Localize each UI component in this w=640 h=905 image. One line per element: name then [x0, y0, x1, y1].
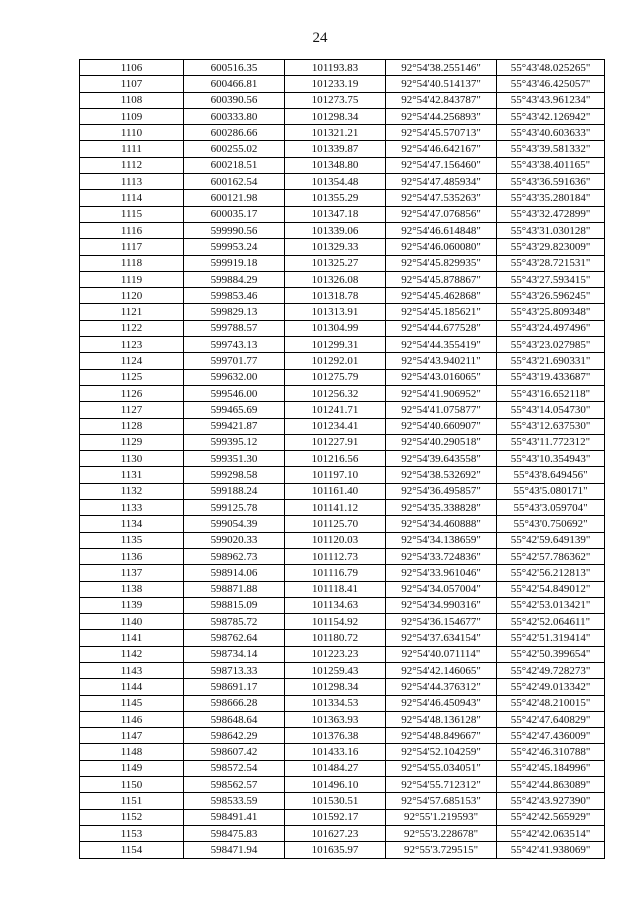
- longitude-cell: 92°54'45.829935": [386, 255, 497, 271]
- table-row: [80, 532, 605, 548]
- latitude-cell: 55°43'19.433687": [497, 369, 605, 385]
- y-coordinate-cell: 101233.19: [285, 76, 386, 92]
- y-coordinate-cell: 101234.41: [285, 418, 386, 434]
- table-row: [80, 157, 605, 173]
- x-coordinate-cell: 598572.54: [184, 760, 285, 776]
- y-coordinate-cell: 101193.83: [285, 60, 386, 76]
- y-coordinate-cell: 101197.10: [285, 467, 386, 483]
- table-row: [80, 516, 605, 532]
- table-row: [80, 483, 605, 499]
- latitude-cell: 55°43'32.472899": [497, 206, 605, 222]
- longitude-cell: 92°54'47.535263": [386, 190, 497, 206]
- point-number-cell: 1122: [80, 320, 184, 336]
- longitude-cell: 92°54'44.256893": [386, 108, 497, 124]
- y-coordinate-cell: 101116.79: [285, 565, 386, 581]
- x-coordinate-cell: 599953.24: [184, 239, 285, 255]
- x-coordinate-cell: 599395.12: [184, 434, 285, 450]
- latitude-cell: 55°43'11.772312": [497, 434, 605, 450]
- y-coordinate-cell: 101112.73: [285, 548, 386, 564]
- table-row: [80, 744, 605, 760]
- x-coordinate-cell: 599546.00: [184, 385, 285, 401]
- table-row: [80, 174, 605, 190]
- x-coordinate-cell: 599125.78: [184, 500, 285, 516]
- point-number-cell: 1132: [80, 483, 184, 499]
- x-coordinate-cell: 598914.06: [184, 565, 285, 581]
- x-coordinate-cell: 599351.30: [184, 451, 285, 467]
- table-row: [80, 353, 605, 369]
- latitude-cell: 55°42'49.013342": [497, 679, 605, 695]
- longitude-cell: 92°54'44.677528": [386, 320, 497, 336]
- table-row: [80, 337, 605, 353]
- x-coordinate-cell: 599465.69: [184, 402, 285, 418]
- y-coordinate-cell: 101227.91: [285, 434, 386, 450]
- x-coordinate-cell: 598491.41: [184, 809, 285, 825]
- latitude-cell: 55°42'45.184996": [497, 760, 605, 776]
- point-number-cell: 1116: [80, 222, 184, 238]
- latitude-cell: 55°42'46.310788": [497, 744, 605, 760]
- longitude-cell: 92°55'3.729515": [386, 842, 497, 858]
- table-row: [80, 418, 605, 434]
- y-coordinate-cell: 101298.34: [285, 679, 386, 695]
- x-coordinate-cell: 599919.18: [184, 255, 285, 271]
- longitude-cell: 92°54'39.643558": [386, 451, 497, 467]
- longitude-cell: 92°54'34.460888": [386, 516, 497, 532]
- latitude-cell: 55°42'50.399654": [497, 646, 605, 662]
- latitude-cell: 55°43'42.126942": [497, 108, 605, 124]
- point-number-cell: 1108: [80, 92, 184, 108]
- table-row: [80, 255, 605, 271]
- latitude-cell: 55°42'48.210015": [497, 695, 605, 711]
- x-coordinate-cell: 599632.00: [184, 369, 285, 385]
- y-coordinate-cell: 101298.34: [285, 108, 386, 124]
- latitude-cell: 55°42'41.938069": [497, 842, 605, 858]
- point-number-cell: 1137: [80, 565, 184, 581]
- point-number-cell: 1139: [80, 597, 184, 613]
- table-row: [80, 581, 605, 597]
- table-row: [80, 76, 605, 92]
- table-row: [80, 92, 605, 108]
- y-coordinate-cell: 101627.23: [285, 825, 386, 841]
- coordinates-table-body: [80, 60, 605, 859]
- latitude-cell: 55°43'29.823009": [497, 239, 605, 255]
- x-coordinate-cell: 599298.58: [184, 467, 285, 483]
- x-coordinate-cell: 598691.17: [184, 679, 285, 695]
- y-coordinate-cell: 101223.23: [285, 646, 386, 662]
- latitude-cell: 55°42'42.565929": [497, 809, 605, 825]
- x-coordinate-cell: 598642.29: [184, 728, 285, 744]
- latitude-cell: 55°43'35.280184": [497, 190, 605, 206]
- latitude-cell: 55°42'52.064611": [497, 614, 605, 630]
- latitude-cell: 55°43'39.581332": [497, 141, 605, 157]
- point-number-cell: 1112: [80, 157, 184, 173]
- longitude-cell: 92°54'37.634154": [386, 630, 497, 646]
- latitude-cell: 55°43'38.401165": [497, 157, 605, 173]
- longitude-cell: 92°54'36.154677": [386, 614, 497, 630]
- point-number-cell: 1143: [80, 662, 184, 678]
- latitude-cell: 55°43'10.354943": [497, 451, 605, 467]
- table-row: [80, 548, 605, 564]
- longitude-cell: 92°54'41.075877": [386, 402, 497, 418]
- point-number-cell: 1133: [80, 500, 184, 516]
- table-row: [80, 793, 605, 809]
- longitude-cell: 92°54'42.146065": [386, 662, 497, 678]
- point-number-cell: 1115: [80, 206, 184, 222]
- y-coordinate-cell: 101321.21: [285, 125, 386, 141]
- table-row: [80, 141, 605, 157]
- latitude-cell: 55°42'51.319414": [497, 630, 605, 646]
- point-number-cell: 1110: [80, 125, 184, 141]
- point-number-cell: 1154: [80, 842, 184, 858]
- y-coordinate-cell: 101154.92: [285, 614, 386, 630]
- table-row: [80, 125, 605, 141]
- table-row: [80, 320, 605, 336]
- longitude-cell: 92°54'40.660907": [386, 418, 497, 434]
- table-row: [80, 60, 605, 76]
- latitude-cell: 55°43'16.652118": [497, 385, 605, 401]
- table-row: [80, 402, 605, 418]
- latitude-cell: 55°43'40.603633": [497, 125, 605, 141]
- table-row: [80, 614, 605, 630]
- y-coordinate-cell: 101484.27: [285, 760, 386, 776]
- longitude-cell: 92°54'55.034051": [386, 760, 497, 776]
- point-number-cell: 1114: [80, 190, 184, 206]
- latitude-cell: 55°43'24.497496": [497, 320, 605, 336]
- latitude-cell: 55°43'26.596245": [497, 288, 605, 304]
- x-coordinate-cell: 599853.46: [184, 288, 285, 304]
- y-coordinate-cell: 101339.06: [285, 222, 386, 238]
- latitude-cell: 55°43'46.425057": [497, 76, 605, 92]
- latitude-cell: 55°43'8.649456": [497, 467, 605, 483]
- x-coordinate-cell: 598562.57: [184, 777, 285, 793]
- point-number-cell: 1128: [80, 418, 184, 434]
- x-coordinate-cell: 598713.33: [184, 662, 285, 678]
- longitude-cell: 92°54'33.961046": [386, 565, 497, 581]
- x-coordinate-cell: 599701.77: [184, 353, 285, 369]
- y-coordinate-cell: 101292.01: [285, 353, 386, 369]
- x-coordinate-cell: 598962.73: [184, 548, 285, 564]
- point-number-cell: 1136: [80, 548, 184, 564]
- x-coordinate-cell: 600516.35: [184, 60, 285, 76]
- x-coordinate-cell: 598871.88: [184, 581, 285, 597]
- table-row: [80, 190, 605, 206]
- x-coordinate-cell: 598533.59: [184, 793, 285, 809]
- latitude-cell: 55°43'5.080171": [497, 483, 605, 499]
- point-number-cell: 1146: [80, 711, 184, 727]
- x-coordinate-cell: 600035.17: [184, 206, 285, 222]
- y-coordinate-cell: 101355.29: [285, 190, 386, 206]
- y-coordinate-cell: 101313.91: [285, 304, 386, 320]
- x-coordinate-cell: 600466.81: [184, 76, 285, 92]
- point-number-cell: 1117: [80, 239, 184, 255]
- x-coordinate-cell: 598815.09: [184, 597, 285, 613]
- point-number-cell: 1106: [80, 60, 184, 76]
- table-row: [80, 646, 605, 662]
- table-row: [80, 288, 605, 304]
- table-row: [80, 662, 605, 678]
- y-coordinate-cell: 101259.43: [285, 662, 386, 678]
- y-coordinate-cell: 101347.18: [285, 206, 386, 222]
- y-coordinate-cell: 101635.97: [285, 842, 386, 858]
- y-coordinate-cell: 101334.53: [285, 695, 386, 711]
- longitude-cell: 92°54'52.104259": [386, 744, 497, 760]
- latitude-cell: 55°43'25.809348": [497, 304, 605, 320]
- point-number-cell: 1141: [80, 630, 184, 646]
- longitude-cell: 92°54'44.355419": [386, 337, 497, 353]
- latitude-cell: 55°42'53.013421": [497, 597, 605, 613]
- table-row: [80, 842, 605, 858]
- x-coordinate-cell: 598607.42: [184, 744, 285, 760]
- point-number-cell: 1123: [80, 337, 184, 353]
- table-row: [80, 825, 605, 841]
- point-number-cell: 1145: [80, 695, 184, 711]
- y-coordinate-cell: 101118.41: [285, 581, 386, 597]
- latitude-cell: 55°43'0.750692": [497, 516, 605, 532]
- table-row: [80, 304, 605, 320]
- longitude-cell: 92°54'40.071114": [386, 646, 497, 662]
- x-coordinate-cell: 598785.72: [184, 614, 285, 630]
- latitude-cell: 55°42'47.640829": [497, 711, 605, 727]
- y-coordinate-cell: 101530.51: [285, 793, 386, 809]
- latitude-cell: 55°43'43.961234": [497, 92, 605, 108]
- table-row: [80, 679, 605, 695]
- point-number-cell: 1120: [80, 288, 184, 304]
- table-row: [80, 451, 605, 467]
- latitude-cell: 55°42'54.849012": [497, 581, 605, 597]
- x-coordinate-cell: 599054.39: [184, 516, 285, 532]
- y-coordinate-cell: 101304.99: [285, 320, 386, 336]
- y-coordinate-cell: 101339.87: [285, 141, 386, 157]
- y-coordinate-cell: 101363.93: [285, 711, 386, 727]
- table-row: [80, 728, 605, 744]
- point-number-cell: 1153: [80, 825, 184, 841]
- longitude-cell: 92°54'47.076856": [386, 206, 497, 222]
- y-coordinate-cell: 101161.40: [285, 483, 386, 499]
- x-coordinate-cell: 600333.80: [184, 108, 285, 124]
- x-coordinate-cell: 599829.13: [184, 304, 285, 320]
- point-number-cell: 1142: [80, 646, 184, 662]
- latitude-cell: 55°43'21.690331": [497, 353, 605, 369]
- latitude-cell: 55°42'44.863089": [497, 777, 605, 793]
- latitude-cell: 55°42'47.436009": [497, 728, 605, 744]
- longitude-cell: 92°54'42.843787": [386, 92, 497, 108]
- y-coordinate-cell: 101496.10: [285, 777, 386, 793]
- longitude-cell: 92°54'47.156460": [386, 157, 497, 173]
- longitude-cell: 92°54'34.138659": [386, 532, 497, 548]
- table-row: [80, 467, 605, 483]
- longitude-cell: 92°54'45.570713": [386, 125, 497, 141]
- longitude-cell: 92°54'46.642167": [386, 141, 497, 157]
- y-coordinate-cell: 101241.71: [285, 402, 386, 418]
- x-coordinate-cell: 599990.56: [184, 222, 285, 238]
- point-number-cell: 1138: [80, 581, 184, 597]
- longitude-cell: 92°54'55.712312": [386, 777, 497, 793]
- point-number-cell: 1125: [80, 369, 184, 385]
- longitude-cell: 92°54'36.495857": [386, 483, 497, 499]
- table-row: [80, 369, 605, 385]
- table-row: [80, 630, 605, 646]
- point-number-cell: 1107: [80, 76, 184, 92]
- table-row: [80, 500, 605, 516]
- longitude-cell: 92°55'1.219593": [386, 809, 497, 825]
- y-coordinate-cell: 101329.33: [285, 239, 386, 255]
- x-coordinate-cell: 600162.54: [184, 174, 285, 190]
- point-number-cell: 1148: [80, 744, 184, 760]
- longitude-cell: 92°54'46.614848": [386, 222, 497, 238]
- table-row: [80, 239, 605, 255]
- x-coordinate-cell: 599788.57: [184, 320, 285, 336]
- point-number-cell: 1124: [80, 353, 184, 369]
- y-coordinate-cell: 101299.31: [285, 337, 386, 353]
- latitude-cell: 55°42'43.927390": [497, 793, 605, 809]
- table-row: [80, 271, 605, 287]
- y-coordinate-cell: 101180.72: [285, 630, 386, 646]
- point-number-cell: 1152: [80, 809, 184, 825]
- longitude-cell: 92°54'41.906952": [386, 385, 497, 401]
- x-coordinate-cell: 598734.14: [184, 646, 285, 662]
- x-coordinate-cell: 599421.87: [184, 418, 285, 434]
- longitude-cell: 92°54'57.685153": [386, 793, 497, 809]
- table-row: [80, 108, 605, 124]
- latitude-cell: 55°43'14.054730": [497, 402, 605, 418]
- longitude-cell: 92°54'38.532692": [386, 467, 497, 483]
- point-number-cell: 1140: [80, 614, 184, 630]
- point-number-cell: 1111: [80, 141, 184, 157]
- x-coordinate-cell: 598762.64: [184, 630, 285, 646]
- latitude-cell: 55°42'57.786362": [497, 548, 605, 564]
- point-number-cell: 1131: [80, 467, 184, 483]
- table-row: [80, 385, 605, 401]
- point-number-cell: 1151: [80, 793, 184, 809]
- x-coordinate-cell: 600255.02: [184, 141, 285, 157]
- longitude-cell: 92°54'35.338828": [386, 500, 497, 516]
- table-row: [80, 434, 605, 450]
- longitude-cell: 92°54'43.016065": [386, 369, 497, 385]
- latitude-cell: 55°43'23.027985": [497, 337, 605, 353]
- longitude-cell: 92°54'34.990316": [386, 597, 497, 613]
- table-row: [80, 222, 605, 238]
- y-coordinate-cell: 101325.27: [285, 255, 386, 271]
- x-coordinate-cell: 600390.56: [184, 92, 285, 108]
- latitude-cell: 55°43'12.637530": [497, 418, 605, 434]
- y-coordinate-cell: 101354.48: [285, 174, 386, 190]
- longitude-cell: 92°54'46.450943": [386, 695, 497, 711]
- y-coordinate-cell: 101216.56: [285, 451, 386, 467]
- x-coordinate-cell: 598666.28: [184, 695, 285, 711]
- latitude-cell: 55°43'27.593415": [497, 271, 605, 287]
- longitude-cell: 92°54'40.514137": [386, 76, 497, 92]
- point-number-cell: 1150: [80, 777, 184, 793]
- x-coordinate-cell: 598471.94: [184, 842, 285, 858]
- longitude-cell: 92°54'34.057004": [386, 581, 497, 597]
- y-coordinate-cell: 101592.17: [285, 809, 386, 825]
- table-row: [80, 777, 605, 793]
- longitude-cell: 92°54'48.849667": [386, 728, 497, 744]
- coordinates-table: [79, 59, 605, 859]
- table-row: [80, 206, 605, 222]
- y-coordinate-cell: 101376.38: [285, 728, 386, 744]
- x-coordinate-cell: 598648.64: [184, 711, 285, 727]
- longitude-cell: 92°54'45.185621": [386, 304, 497, 320]
- point-number-cell: 1113: [80, 174, 184, 190]
- x-coordinate-cell: 599188.24: [184, 483, 285, 499]
- longitude-cell: 92°55'3.228678": [386, 825, 497, 841]
- y-coordinate-cell: 101433.16: [285, 744, 386, 760]
- x-coordinate-cell: 600286.66: [184, 125, 285, 141]
- longitude-cell: 92°54'45.878867": [386, 271, 497, 287]
- y-coordinate-cell: 101318.78: [285, 288, 386, 304]
- longitude-cell: 92°54'43.940211": [386, 353, 497, 369]
- table-row: [80, 695, 605, 711]
- point-number-cell: 1130: [80, 451, 184, 467]
- point-number-cell: 1147: [80, 728, 184, 744]
- latitude-cell: 55°43'36.591636": [497, 174, 605, 190]
- point-number-cell: 1144: [80, 679, 184, 695]
- point-number-cell: 1126: [80, 385, 184, 401]
- point-number-cell: 1149: [80, 760, 184, 776]
- longitude-cell: 92°54'33.724836": [386, 548, 497, 564]
- latitude-cell: 55°43'48.025265": [497, 60, 605, 76]
- y-coordinate-cell: 101326.08: [285, 271, 386, 287]
- table-row: [80, 597, 605, 613]
- latitude-cell: 55°43'31.030128": [497, 222, 605, 238]
- latitude-cell: 55°42'59.649139": [497, 532, 605, 548]
- x-coordinate-cell: 600121.98: [184, 190, 285, 206]
- longitude-cell: 92°54'48.136128": [386, 711, 497, 727]
- point-number-cell: 1118: [80, 255, 184, 271]
- table-row: [80, 711, 605, 727]
- point-number-cell: 1109: [80, 108, 184, 124]
- x-coordinate-cell: 599884.29: [184, 271, 285, 287]
- longitude-cell: 92°54'40.290518": [386, 434, 497, 450]
- table-row: [80, 760, 605, 776]
- longitude-cell: 92°54'45.462868": [386, 288, 497, 304]
- table-row: [80, 565, 605, 581]
- latitude-cell: 55°43'28.721531": [497, 255, 605, 271]
- longitude-cell: 92°54'38.255146": [386, 60, 497, 76]
- y-coordinate-cell: 101125.70: [285, 516, 386, 532]
- longitude-cell: 92°54'44.376312": [386, 679, 497, 695]
- y-coordinate-cell: 101275.79: [285, 369, 386, 385]
- latitude-cell: 55°42'42.063514": [497, 825, 605, 841]
- y-coordinate-cell: 101120.03: [285, 532, 386, 548]
- point-number-cell: 1135: [80, 532, 184, 548]
- page-number: 24: [312, 30, 328, 46]
- latitude-cell: 55°42'49.728273": [497, 662, 605, 678]
- y-coordinate-cell: 101273.75: [285, 92, 386, 108]
- point-number-cell: 1119: [80, 271, 184, 287]
- x-coordinate-cell: 599743.13: [184, 337, 285, 353]
- point-number-cell: 1121: [80, 304, 184, 320]
- longitude-cell: 92°54'47.485934": [386, 174, 497, 190]
- point-number-cell: 1129: [80, 434, 184, 450]
- y-coordinate-cell: 101348.80: [285, 157, 386, 173]
- y-coordinate-cell: 101134.63: [285, 597, 386, 613]
- latitude-cell: 55°43'3.059704": [497, 500, 605, 516]
- point-number-cell: 1134: [80, 516, 184, 532]
- x-coordinate-cell: 599020.33: [184, 532, 285, 548]
- table-row: [80, 809, 605, 825]
- latitude-cell: 55°42'56.212813": [497, 565, 605, 581]
- longitude-cell: 92°54'46.060080": [386, 239, 497, 255]
- x-coordinate-cell: 598475.83: [184, 825, 285, 841]
- y-coordinate-cell: 101141.12: [285, 500, 386, 516]
- point-number-cell: 1127: [80, 402, 184, 418]
- x-coordinate-cell: 600218.51: [184, 157, 285, 173]
- y-coordinate-cell: 101256.32: [285, 385, 386, 401]
